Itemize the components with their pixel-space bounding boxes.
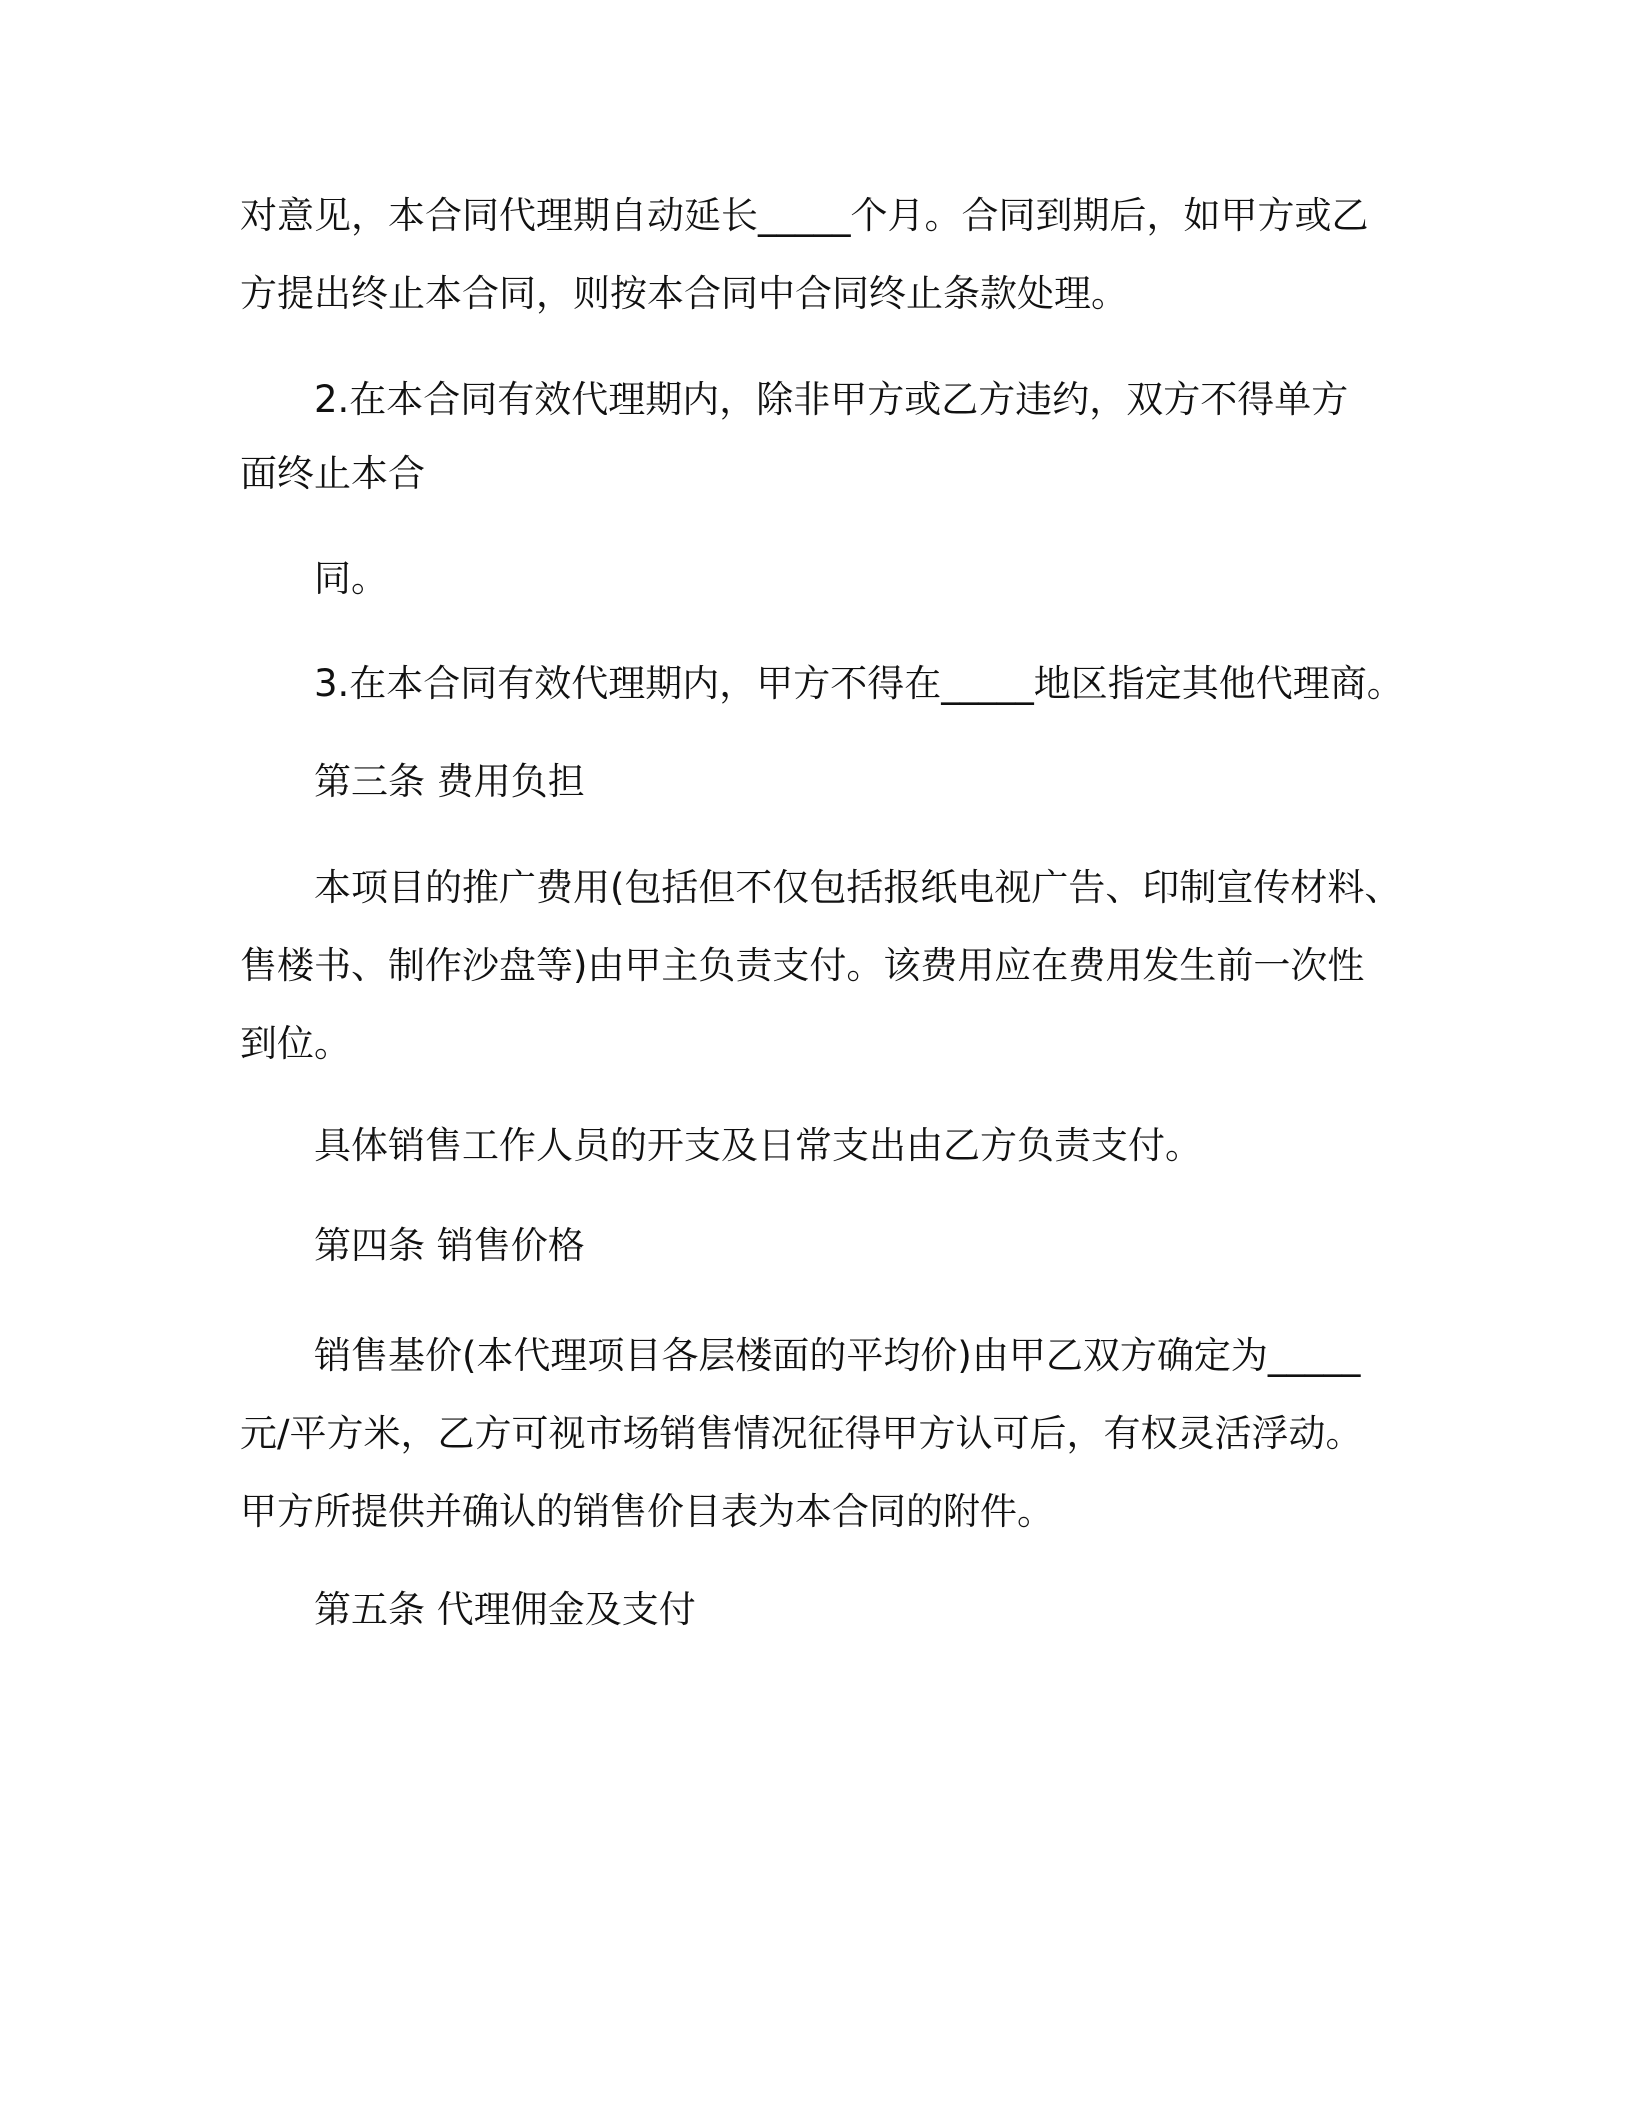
text-line: 面终止本合 bbox=[240, 452, 425, 495]
text-line: 同。 bbox=[314, 557, 388, 600]
text-line: 方提出终止本合同，则按本合同中合同终止条款处理。 bbox=[240, 272, 1128, 315]
text-line: 元/平方米，乙方可视市场销售情况征得甲方认可后，有权灵活浮动。 bbox=[240, 1412, 1363, 1455]
text-line: 具体销售工作人员的开支及日常支出由乙方负责支付。 bbox=[314, 1124, 1202, 1167]
text-line: 对意见，本合同代理期自动延长_____个月。合同到期后，如甲方或乙 bbox=[240, 194, 1369, 237]
section-heading: 第四条 销售价格 bbox=[314, 1224, 585, 1267]
text-line: 本项目的推广费用(包括但不仅包括报纸电视广告、印制宣传材料、 bbox=[314, 866, 1402, 909]
section-heading: 第五条 代理佣金及支付 bbox=[314, 1588, 696, 1631]
text-line: 2.在本合同有效代理期内，除非甲方或乙方违约，双方不得单方 bbox=[314, 378, 1349, 421]
text-line: 售楼书、制作沙盘等)由甲主负责支付。该费用应在费用发生前一次性 bbox=[240, 944, 1365, 987]
section-heading: 第三条 费用负担 bbox=[314, 760, 585, 803]
text-line: 3.在本合同有效代理期内，甲方不得在_____地区指定其他代理商。 bbox=[314, 662, 1404, 705]
text-line: 销售基价(本代理项目各层楼面的平均价)由甲乙双方确定为_____ bbox=[314, 1334, 1361, 1377]
text-line: 到位。 bbox=[240, 1022, 351, 1065]
text-line: 甲方所提供并确认的销售价目表为本合同的附件。 bbox=[240, 1490, 1054, 1533]
